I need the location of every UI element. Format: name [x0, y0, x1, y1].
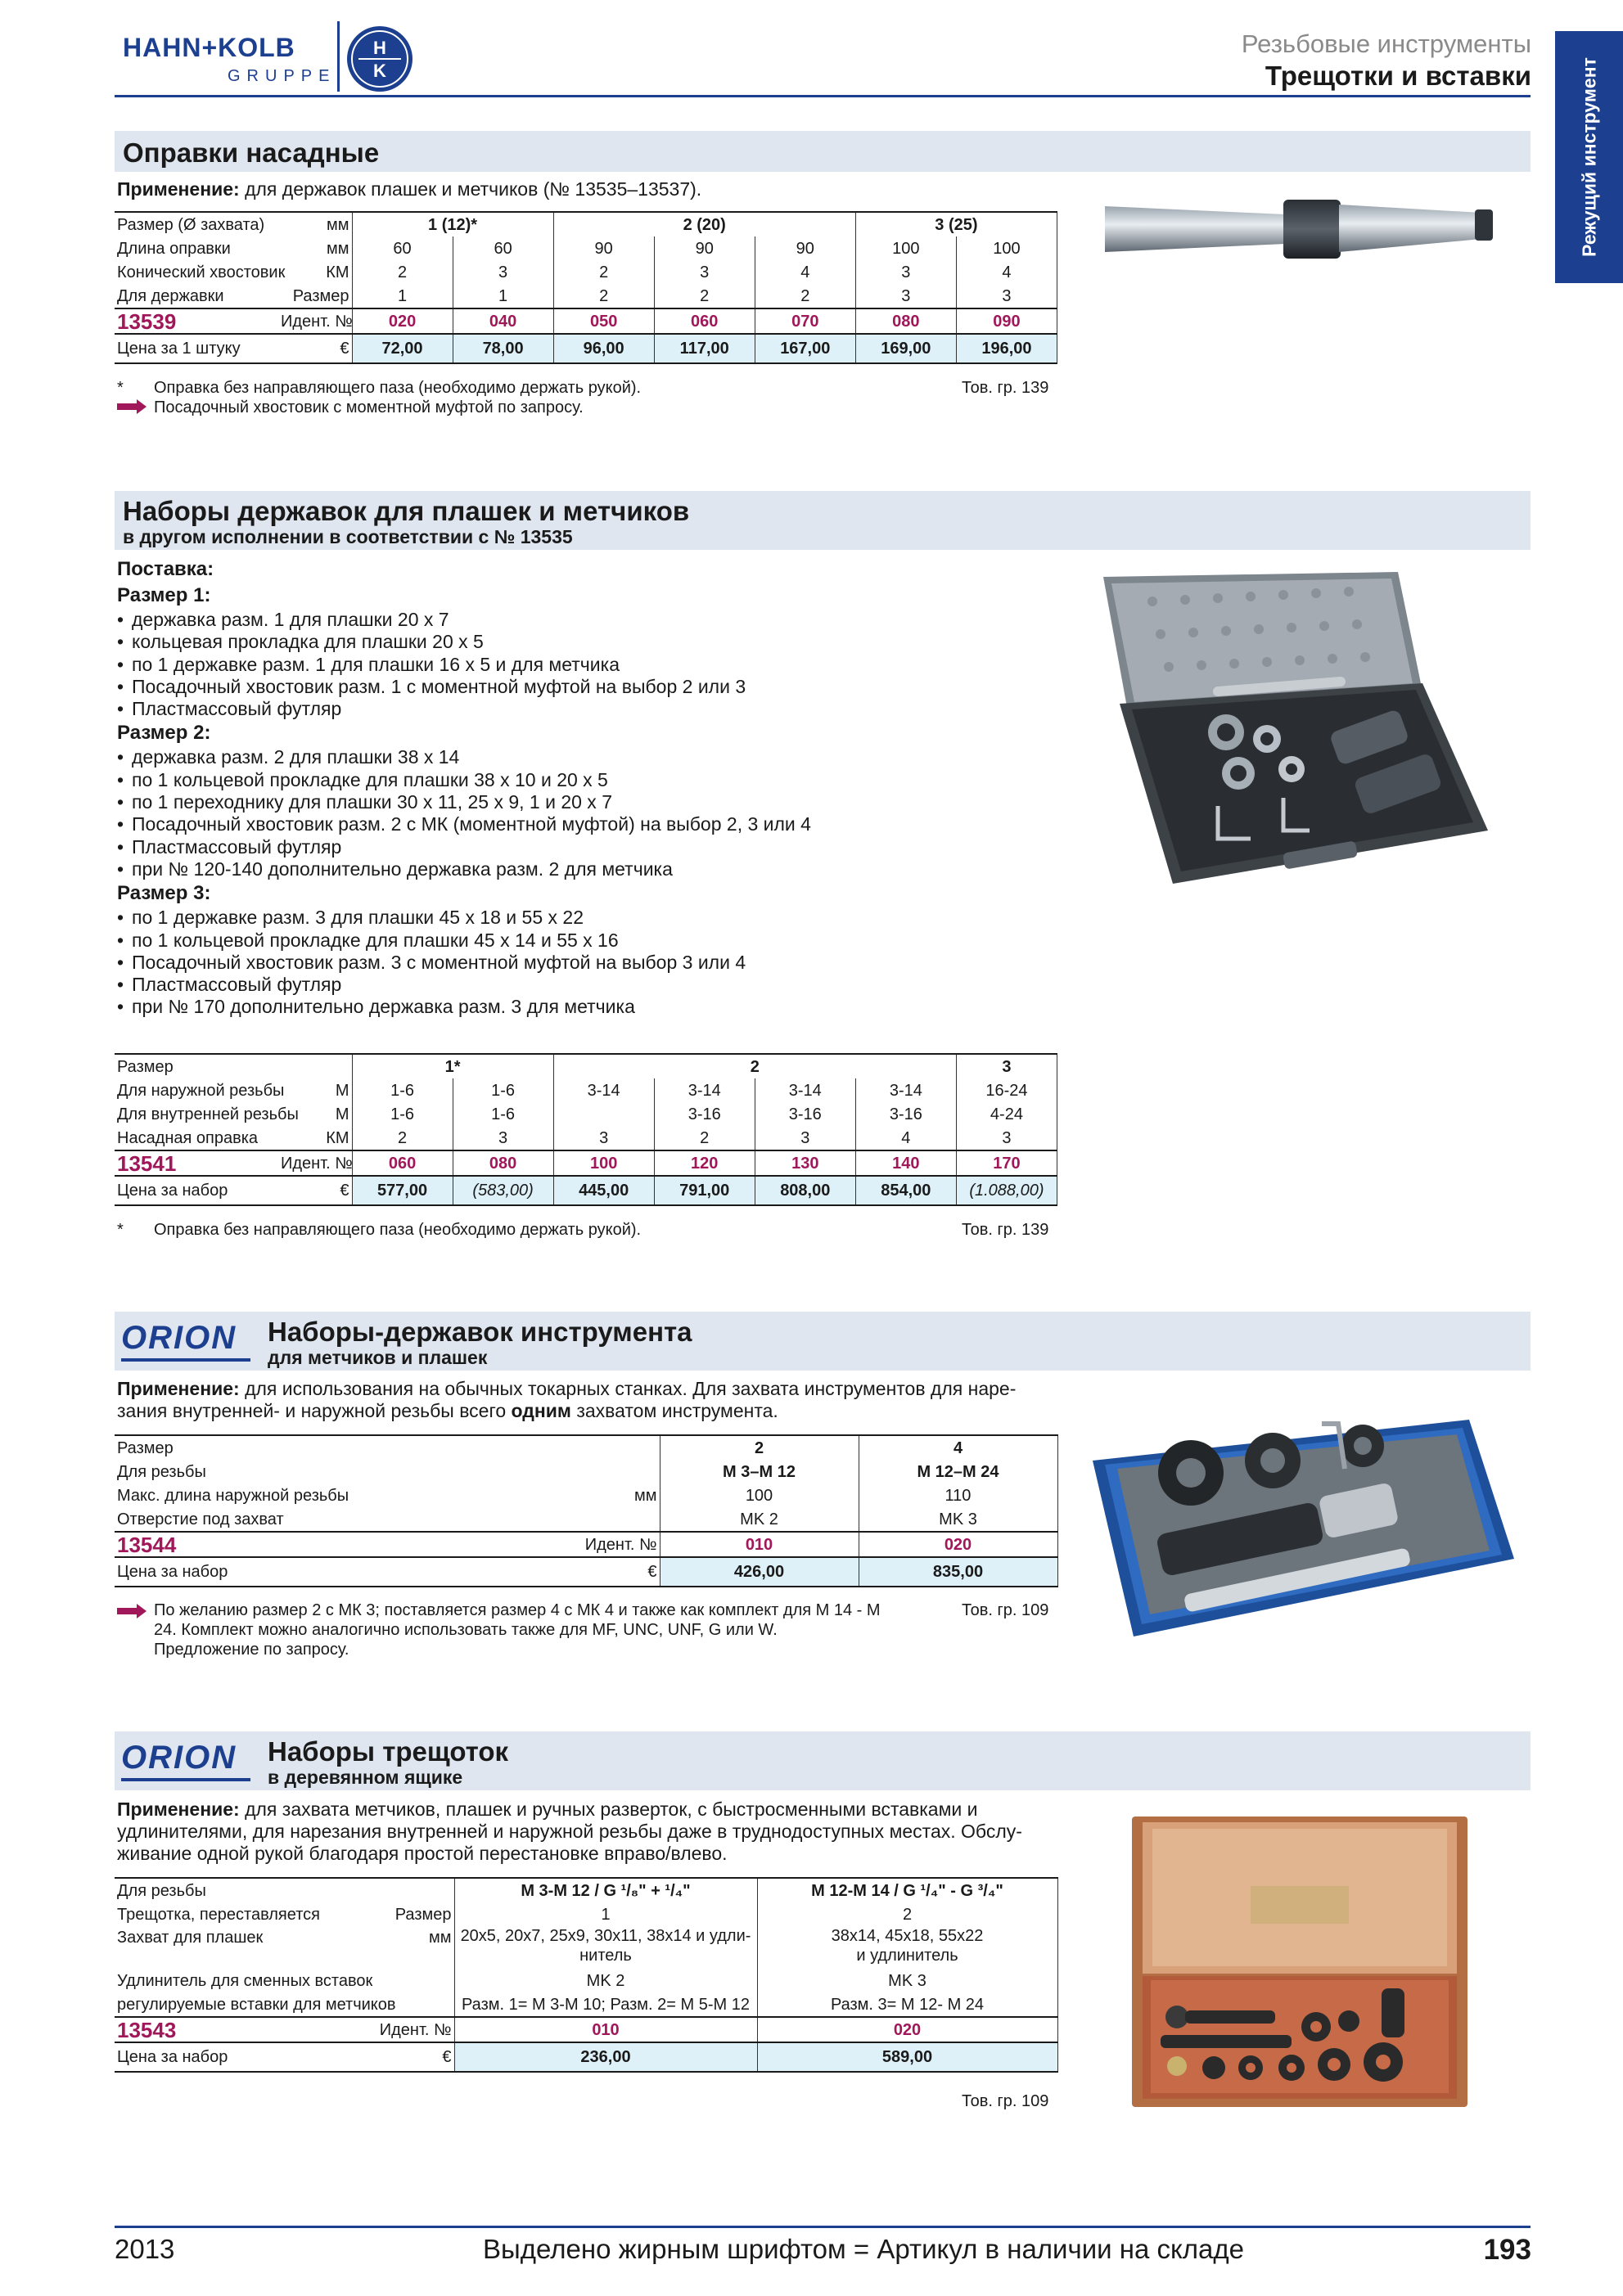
list-item: • по 1 державке разм. 1 для плашки 16 x 5 и для метчика — [117, 654, 1058, 676]
list-item: • при № 170 дополнительно державка разм. 3 для метчика — [117, 996, 1058, 1018]
orion-holder-set-case-image — [1084, 1395, 1518, 1641]
side-tab-cutting-tools[interactable] — [1555, 31, 1623, 283]
price-row: Цена за набор € 236,00 589,00 — [115, 2042, 1057, 2072]
section-title: Наборы-державок инструмента — [268, 1317, 692, 1347]
svg-text:K: K — [373, 61, 386, 81]
application-text: Применение: для державок плашек и метчиков (№ 13535–13537). — [117, 178, 702, 200]
list-item: • по 1 переходнику для плашки 30 x 11, 25 x 9, 1 и 20 x 7 — [117, 791, 1058, 813]
size-1-list — [117, 609, 1058, 720]
list-item: • при № 120-140 дополнительно державка разм. 2 для метчика — [117, 858, 1058, 880]
svg-text:H: H — [373, 38, 386, 58]
article-number: 13544 — [115, 1532, 573, 1557]
delivery-heading: Поставка: — [117, 558, 214, 580]
orion-logo: ORION — [121, 1740, 237, 1776]
list-item: • кольцевая прокладка для плашки 20 x 5 — [117, 631, 1058, 653]
ratchet-set-wooden-box-image — [1128, 1812, 1472, 2111]
delivery-block — [117, 556, 1058, 1019]
side-tab-label: Режущий инструмент — [1578, 57, 1599, 257]
page-number: 193 — [1483, 2234, 1531, 2266]
product-group-ref: Тов. гр. 109 — [962, 1601, 1049, 1619]
product-group-ref: Тов. гр. 139 — [962, 379, 1049, 397]
section-title: Оправки насадные — [123, 137, 380, 168]
size-2-heading: Размер 2: — [117, 722, 211, 745]
size-3-list — [117, 907, 1058, 1018]
section-header-holder-sets — [115, 491, 1531, 550]
list-item: • Посадочный хвостовик разм. 2 с МК (моментной муфтой) на выбор 2, 3 или 4 — [117, 813, 1058, 835]
brand-name: HAHN+KOLB — [123, 33, 295, 62]
size-1-heading: Размер 1: — [117, 584, 211, 606]
spec-table-13539: Размер (Ø захвата) мм 1 (12)* 2 (20) 3 (25) Длина оправки мм 60 60 90 90 90 100 100 Конический хвостовик КМ 2 3 2 3 4 3 4 Для державки Размер 1 1 2 2 2 3 3 13539 Идент. № 020 040 050 060 070 080 090 Цена за 1 штуку € 72,00 78,00 96,00 117,00 167,00 169,00 196,00 — [115, 211, 1057, 364]
footer-rule — [115, 2226, 1531, 2228]
list-item: • Посадочный хвостовик разм. 3 с моментной муфтой на выбор 3 или 4 — [117, 952, 1058, 974]
list-item: • Посадочный хвостовик разм. 1 с моментной муфтой на выбор 2 или 3 — [117, 676, 1058, 698]
mandrel-product-image — [1097, 180, 1506, 270]
brand-logo — [123, 21, 417, 92]
article-number: 13543 — [115, 2017, 376, 2042]
footnote-mark: * — [117, 1221, 124, 1239]
list-item: • Пластмассовый футляр — [117, 974, 1058, 996]
note-options: По желанию размер 2 с МК 3; поставляется размер 4 с МК 4 и также как комплект для М 14 - М 24. Комплект можно аналогично использовать также для MF, UNC, UNF, G или W. Предложение по запросу. — [154, 1601, 881, 1659]
ident-row: 13539 Идент. № 020 040 050 060 070 080 090 — [115, 308, 1057, 334]
price-row: Цена за 1 штуку € 72,00 78,00 96,00 117,00 167,00 169,00 196,00 — [115, 334, 1057, 363]
arrow-icon — [117, 1604, 147, 1618]
list-item: • державка разм. 2 для плашки 38 x 14 — [117, 746, 1058, 768]
orion-logo-underline — [121, 1358, 250, 1362]
orion-logo-underline — [121, 1778, 250, 1781]
stock-legend: Выделено жирным шрифтом = Артикул в наличии на складе — [483, 2234, 1244, 2264]
product-group-ref: Тов. гр. 139 — [962, 1221, 1049, 1239]
category-title: Резьбовые инструменты — [1241, 29, 1531, 58]
arrow-icon — [117, 399, 147, 414]
ident-row: 13544 Идент. № 010 020 — [115, 1532, 1057, 1557]
section-header-orion-ratchet-sets — [115, 1731, 1531, 1790]
footnote: Оправка без направляющего паза (необходимо держать рукой). — [154, 1221, 642, 1239]
spec-table-13544: Размер 2 4 Для резьбы M 3–M 12 M 12–M 24 Макс. длина наружной резьбы мм 100 110 Отверстие под захват MK 2 MK 3 13544 Идент. № 010 020 Цена за набор € 426,00 835,00 — [115, 1434, 1058, 1587]
holder-set-case-image — [1095, 569, 1504, 892]
list-item: • по 1 кольцевой прокладке для плашки 38 x 10 и 20 x 5 — [117, 769, 1058, 791]
article-number: 13541 — [115, 1150, 278, 1176]
catalog-year: 2013 — [115, 2234, 175, 2264]
section-header-orion-tool-holders — [115, 1312, 1531, 1371]
ident-row: 13543 Идент. № 010 020 — [115, 2017, 1057, 2042]
row-label: Размер (Ø захвата) — [115, 212, 278, 236]
ident-row: 13541 Идент. № 060 080 100 120 130 140 170 — [115, 1150, 1057, 1176]
application-text: Применение: для захвата метчиков, плашек и ручных разверток, с быстросменными вставками и удлинителями, для нарезания внутренней и наружной резьбы даже в труднодоступных местах. Обслу- живание одной рукой благодаря простой перестановке вправо/влево. — [117, 1799, 1022, 1864]
page-title: Трещотки и вставки — [1265, 61, 1531, 91]
size-2-list — [117, 746, 1058, 880]
list-item: • Пластмассовый футляр — [117, 836, 1058, 858]
list-item: • державка разм. 1 для плашки 20 x 7 — [117, 609, 1058, 631]
spec-table-13541: Размер 1* 2 3 Для наружной резьбы M 1-6 1-6 3-14 3-14 3-14 3-14 16-24 Для внутренней резьбы M 1-6 1-6 3-16 3-16 3-16 4-24 Насадная оправка КМ 2 3 3 2 3 4 3 13541 Идент. № 060 080 100 120 130 140 170 Цена за набор € 577,00 (583,00) 445,00 791,00 808,00 854,00 (1.088,00) — [115, 1053, 1057, 1206]
footnote-mark: * — [117, 379, 124, 397]
section-subtitle: в другом исполнении в соответствии с № 13535 — [123, 526, 573, 547]
price-row: Цена за набор € 426,00 835,00 — [115, 1557, 1057, 1587]
list-item: • Пластмассовый футляр — [117, 698, 1058, 720]
note-on-request: Посадочный хвостовик с моментной муфтой по запросу. — [154, 398, 584, 416]
section-subtitle: в деревянном ящике — [268, 1767, 463, 1788]
spec-table-13543: Для резьбы M 3-M 12 / G ¹/₈" + ¹/₄" M 12-M 14 / G ¹/₄" - G ³/₄" Трещотка, переставляется Размер 1 2 Захват для плашек мм 20x5, 20x7, 25x9, 30x11, 38x14 и удли- нитель 38x14, 45x18, 55x22 и удлинитель Удлинитель для сменных вставок MK 2 MK 3 регулируемые вставки для метчиков Разм. 1= M 3-M 10; Разм. 2= M 5-M 12 Разм. 3= M 12- M 24 13543 Идент. № 010 020 Цена за набор € 236,00 589,00 — [115, 1877, 1058, 2073]
brand-divider — [337, 21, 340, 92]
product-group-ref: Тов. гр. 109 — [962, 2092, 1049, 2110]
section-title: Наборы трещоток — [268, 1736, 509, 1767]
section-subtitle: для метчиков и плашек — [268, 1347, 488, 1368]
hk-emblem-icon — [345, 25, 414, 93]
section-header-mandrels — [115, 131, 1531, 172]
orion-logo: ORION — [121, 1320, 237, 1356]
footnote: Оправка без направляющего паза (необходимо держать рукой). — [154, 379, 642, 397]
price-row: Цена за набор € 577,00 (583,00) 445,00 791,00 808,00 854,00 (1.088,00) — [115, 1176, 1057, 1205]
list-item: • по 1 кольцевой прокладке для плашки 45 x 14 и 55 x 16 — [117, 930, 1058, 952]
list-item: • по 1 державке разм. 3 для плашки 45 x 18 и 55 x 22 — [117, 907, 1058, 929]
header-rule — [115, 95, 1531, 97]
application-text: Применение: для использования на обычных токарных станках. Для захвата инструментов для наре- зания внутренней- и наружной резьбы всего одним захватом инструмента. — [117, 1378, 1017, 1421]
size-3-heading: Размер 3: — [117, 882, 211, 905]
section-title: Наборы державок для плашек и метчиков — [123, 496, 690, 526]
brand-subname: GRUPPE — [228, 67, 336, 85]
article-number: 13539 — [115, 308, 278, 334]
